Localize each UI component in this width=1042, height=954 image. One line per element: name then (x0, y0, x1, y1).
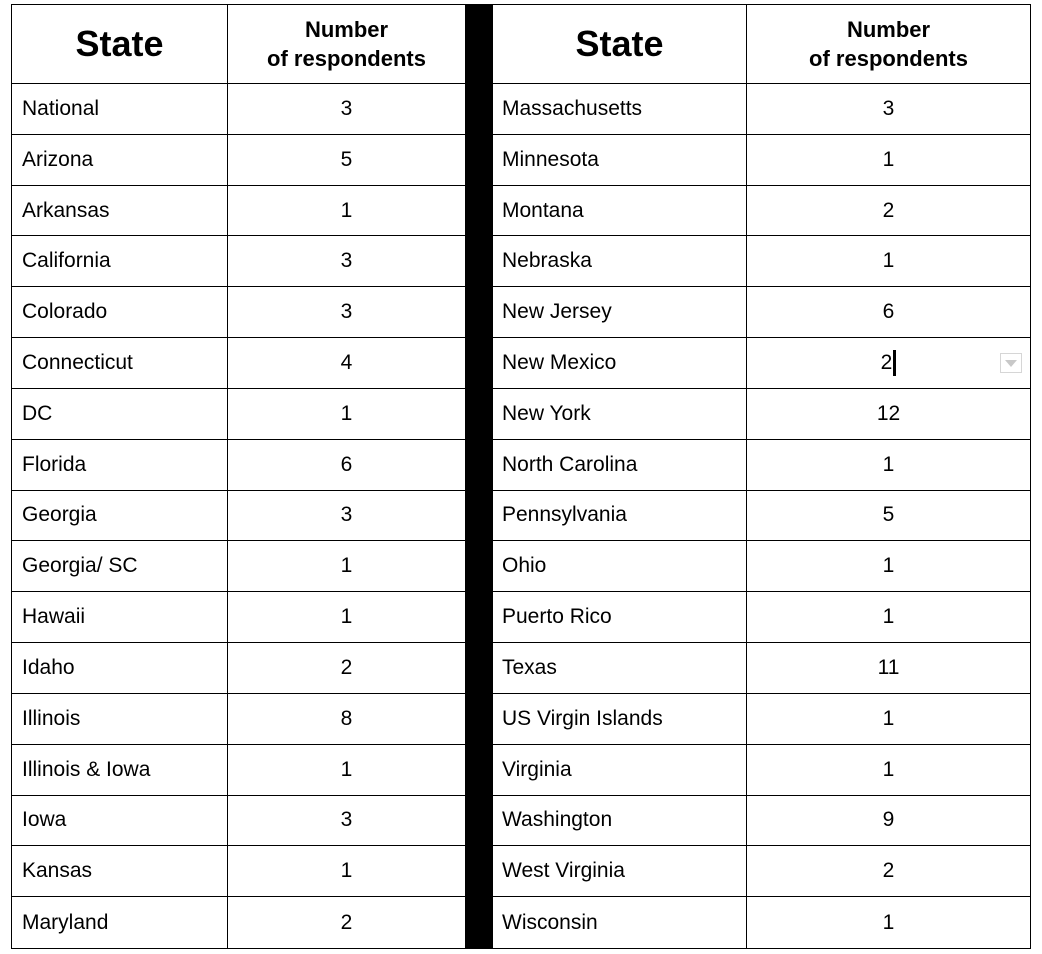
state-cell[interactable]: Kansas (12, 846, 228, 897)
count-value: 1 (340, 757, 353, 781)
count-cell[interactable] (228, 389, 465, 440)
count-value: 5 (340, 147, 353, 171)
count-value: 1 (882, 554, 895, 578)
count-cell[interactable] (747, 592, 1030, 643)
header-respondents-line1: Number (304, 17, 389, 42)
state-cell[interactable]: Illinois & Iowa (12, 745, 228, 796)
count-cell[interactable] (228, 643, 465, 694)
header-state-left[interactable]: State (12, 5, 228, 84)
respondents-table (11, 4, 1031, 949)
count-value: 8 (340, 706, 353, 730)
state-cell[interactable]: Colorado (12, 287, 228, 338)
state-cell[interactable]: Maryland (12, 897, 228, 948)
count-cell[interactable] (228, 440, 465, 491)
count-value: 2 (880, 351, 893, 375)
count-cell[interactable] (228, 338, 465, 389)
count-cell[interactable] (747, 84, 1030, 135)
state-cell[interactable]: Connecticut (12, 338, 228, 389)
state-cell[interactable]: Arkansas (12, 186, 228, 237)
state-cell[interactable]: Illinois (12, 694, 228, 745)
state-cell[interactable]: Wisconsin (493, 897, 747, 948)
count-value: 1 (340, 605, 353, 629)
header-respondents-line1: Number (846, 17, 931, 42)
count-value: 6 (882, 300, 895, 324)
count-value: 9 (882, 808, 895, 832)
count-value: 3 (882, 96, 895, 120)
count-value: 3 (340, 96, 353, 120)
count-cell[interactable] (747, 135, 1030, 186)
state-cell[interactable]: Georgia/ SC (12, 541, 228, 592)
count-value: 3 (340, 300, 353, 324)
state-cell[interactable]: Idaho (12, 643, 228, 694)
count-cell[interactable] (747, 745, 1030, 796)
count-cell[interactable] (747, 389, 1030, 440)
count-value: 5 (882, 503, 895, 527)
count-value: 3 (340, 808, 353, 832)
table-left-half (11, 4, 466, 949)
state-cell[interactable]: Minnesota (493, 135, 747, 186)
state-cell[interactable]: New Jersey (493, 287, 747, 338)
count-cell[interactable] (747, 897, 1030, 948)
header-respondents-left[interactable] (228, 5, 465, 84)
count-value: 3 (340, 249, 353, 273)
count-cell[interactable] (747, 440, 1030, 491)
count-cell[interactable] (747, 846, 1030, 897)
count-cell[interactable] (747, 491, 1030, 542)
count-value: 1 (882, 249, 895, 273)
count-value: 6 (340, 452, 353, 476)
state-cell[interactable]: North Carolina (493, 440, 747, 491)
header-state-right[interactable]: State (493, 5, 747, 84)
count-value: 1 (340, 198, 353, 222)
state-cell[interactable]: National (12, 84, 228, 135)
state-cell[interactable]: Ohio (493, 541, 747, 592)
count-cell[interactable] (228, 745, 465, 796)
table-right-half (492, 4, 1031, 949)
count-value: 2 (340, 910, 353, 934)
state-cell[interactable]: New Mexico (493, 338, 747, 389)
count-value: 11 (877, 655, 900, 679)
count-value: 1 (340, 401, 353, 425)
count-value: 12 (876, 401, 901, 425)
column-divider (466, 4, 492, 949)
state-cell[interactable]: US Virgin Islands (493, 694, 747, 745)
count-cell[interactable] (228, 186, 465, 237)
state-cell[interactable]: Virginia (493, 745, 747, 796)
count-cell[interactable] (228, 541, 465, 592)
state-cell[interactable]: Arizona (12, 135, 228, 186)
count-cell[interactable] (747, 186, 1030, 237)
state-cell[interactable]: Georgia (12, 491, 228, 542)
count-cell[interactable] (228, 796, 465, 847)
count-value: 1 (882, 452, 895, 476)
count-value: 1 (340, 554, 353, 578)
count-cell[interactable] (228, 236, 465, 287)
count-value: 2 (882, 198, 895, 222)
state-cell[interactable]: California (12, 236, 228, 287)
text-cursor (893, 350, 896, 376)
header-respondents-right[interactable] (747, 5, 1030, 84)
count-cell[interactable] (747, 643, 1030, 694)
count-cell[interactable] (228, 846, 465, 897)
state-cell[interactable]: Pennsylvania (493, 491, 747, 542)
count-value: 2 (340, 655, 353, 679)
count-cell[interactable] (747, 796, 1030, 847)
state-cell[interactable]: Florida (12, 440, 228, 491)
count-value: 1 (882, 605, 895, 629)
count-value: 1 (340, 859, 353, 883)
count-cell[interactable] (747, 236, 1030, 287)
count-cell[interactable] (228, 84, 465, 135)
state-cell[interactable]: Washington (493, 796, 747, 847)
state-cell[interactable]: New York (493, 389, 747, 440)
count-value: 1 (882, 147, 895, 171)
count-cell[interactable] (228, 592, 465, 643)
count-value: 1 (882, 910, 895, 934)
count-value: 1 (882, 757, 895, 781)
chevron-down-icon[interactable] (1000, 353, 1022, 373)
count-value: 1 (882, 706, 895, 730)
count-cell[interactable] (747, 694, 1030, 745)
state-cell[interactable]: Montana (493, 186, 747, 237)
state-cell[interactable]: Texas (493, 643, 747, 694)
count-cell[interactable] (228, 287, 465, 338)
state-cell[interactable]: Iowa (12, 796, 228, 847)
state-cell[interactable]: West Virginia (493, 846, 747, 897)
count-cell[interactable] (228, 135, 465, 186)
count-cell[interactable] (228, 897, 465, 948)
state-cell[interactable]: Hawaii (12, 592, 228, 643)
state-cell[interactable]: Puerto Rico (493, 592, 747, 643)
header-respondents-line2: of respondents (267, 46, 426, 71)
count-cell[interactable] (228, 694, 465, 745)
state-cell[interactable]: Nebraska (493, 236, 747, 287)
count-cell[interactable] (747, 287, 1030, 338)
count-cell[interactable] (228, 491, 465, 542)
count-value: 3 (340, 503, 353, 527)
count-cell[interactable] (747, 338, 1030, 389)
count-cell[interactable] (747, 541, 1030, 592)
state-cell[interactable]: Massachusetts (493, 84, 747, 135)
state-cell[interactable]: DC (12, 389, 228, 440)
header-respondents-line2: of respondents (809, 46, 968, 71)
count-value: 2 (882, 859, 895, 883)
count-value: 4 (340, 351, 353, 375)
